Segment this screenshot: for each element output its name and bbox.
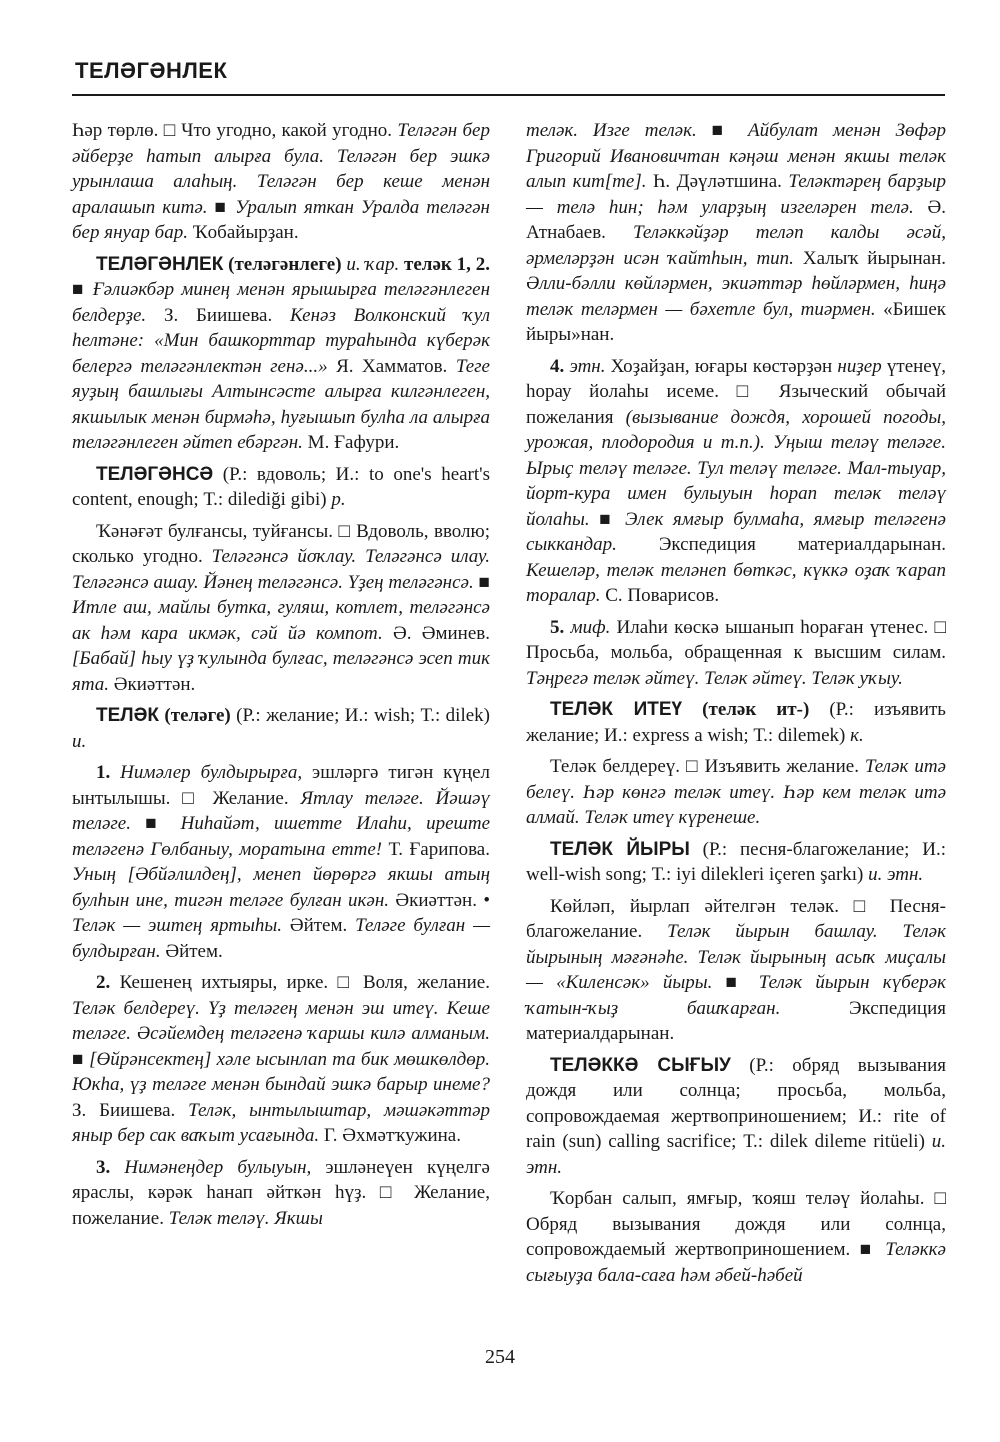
entry-headword-paragraph — [72, 252, 490, 456]
example-text: Ятлау теләге. Йәшәү теләге. — [72, 787, 490, 834]
bold-text: теләк 1, 2. — [399, 253, 490, 275]
definition-text: Әкиәттән. • — [389, 889, 491, 911]
entry-paragraph — [72, 1155, 490, 1232]
definition-text: Ҡорбан салып, ямғыр, ҡояш теләү йолаһы. □ Обряд вызывания дождя или солнца, сопровождаемый жертвоприношением. ■ — [526, 1188, 946, 1260]
example-text: Элек ямғыр булмаһа, ямғыр теләгенә сыккандар. — [526, 508, 946, 555]
headword: ТЕЛӘК ЙЫРЫ — [550, 838, 690, 860]
definition-text: Әйтем. — [282, 915, 356, 936]
entry-paragraph — [526, 118, 946, 348]
definition-text: (Р.: песня-благожелание; И.: well-wish song; Т.: iyi dilekleri içeren şarkı) — [526, 838, 946, 885]
example-text: Теләгән бер әйберҙе һатып алырға була. Теләгән бер эшкә урынлаша алаһың. Теләгән бер кеше менән аралашып китә. — [72, 120, 490, 218]
definition-text: Һәр төрлө. □ Что угодно, какой угодно. — [72, 120, 398, 141]
definition-text: (Р.: вдоволь; И.: to one's heart's content, enough; Т.: dilediği gibi) — [72, 463, 490, 510]
bold-text: (теләге) — [159, 705, 231, 726]
definition-text: С. Поварисов. — [600, 585, 720, 606]
example-text: Теләк теләү. Якшы — [168, 1207, 323, 1229]
example-text: и. — [72, 730, 87, 752]
definition-text: Экспедиция материалдарынан. — [526, 997, 947, 1044]
definition-text: Әйтем. — [160, 940, 223, 962]
example-text: Ниһайәт, ишетте Илаһи, иреште теләгенә Гөлбаныу, моратына етте! — [72, 813, 490, 860]
example-text: Теләк белдереү. Үҙ теләгең менән эш итеү. Кеше теләге. Әсәйемдең теләгенә ҡаршы килә алманым. — [72, 997, 490, 1044]
bold-text: 1. — [96, 762, 111, 783]
example-text: Ғәлиәкбәр минең менән ярышырға теләгәнлеген белдерҙе. — [72, 279, 490, 326]
right-column — [526, 118, 946, 1294]
example-text: Тәңрегә теләк әйтеү. Теләк әйтеү. Теләк уҡыу. — [526, 667, 903, 689]
example-text: Теләккә сығыуҙа бала-саға һәм әбей-һәбей — [526, 1239, 946, 1286]
definition-text: Илаһи көскә ышанып һораған үтенес. □ Просьба, мольба, обращенная к высшим силам. — [526, 616, 947, 663]
example-text: Кенәз Волконский ҡул һелтәне: «Мин башкорттар тураһында күберәк белергә теләгәнлектән генә...» — [72, 304, 491, 377]
definition-text: М. Ғафури. — [302, 432, 400, 453]
example-text: Теге яуҙың башлығы Алтынсәсте алырға килгәнлеген, якшылык менән бирмәһә, һуғышып булһа ла алырға теләгәнлеген әйтеп ебәргән. — [72, 355, 490, 453]
example-text: Теләк йырын күберәк ҡатын-ҡыҙ башҡарған. — [526, 972, 946, 1019]
entry-headword-paragraph — [72, 462, 490, 513]
running-header — [72, 58, 945, 96]
headword: ТЕЛӘГӘНСӘ — [96, 463, 214, 485]
bold-text: 5. — [550, 616, 565, 638]
example-text: Әлли-бәлли көйләрмен, экиәттәр һөйләрмен, һиңә теләк теләрмен — бәхетле бул, тиәрмен. — [526, 273, 946, 320]
definition-text: ■ — [696, 120, 749, 141]
definition-text: ■ — [131, 813, 181, 834]
example-text: Теләк йырын башлау. Теләк йырының мәғәнәһе. Теләк йырының асыҡ миҫалы — «Киленсәк» йыры. — [526, 921, 946, 993]
definition-text: Экспедиция материалдарынан. — [616, 534, 946, 555]
definition-text: Теләк белдереү. □ Изъявить желание. — [550, 756, 865, 777]
definition-text: (Р.: изъявить желание; И.: express a wish; Т.: dilemek) — [526, 699, 946, 746]
definition-text: Я. Хамматов. — [327, 355, 456, 377]
definition-text: З. Биишева. — [146, 304, 291, 326]
definition-text: ■ — [72, 279, 93, 300]
headword: ТЕЛӘККӘ СЫҒЫУ — [550, 1054, 731, 1076]
bold-text: 3. — [96, 1156, 111, 1178]
example-text: Теләк итә белеү. Һәр көнгә теләк итеү. Һәр кем теләк итә алмай. Теләк итеү күренеше. — [526, 756, 946, 828]
definition-text: Көйләп, йырлап әйтелгән теләк. □ Песня-благожелание. — [526, 895, 946, 942]
headword: ТЕЛӘК — [96, 705, 160, 726]
example-text: ниҙер — [837, 355, 882, 377]
example-text: миф. — [564, 616, 611, 638]
example-text: Теләк, ынтылыштар, мәшәкәттәр яныр бер сак ваҡыт усағында. — [72, 1099, 491, 1146]
example-text: Теләге булған — булдырған. — [72, 915, 490, 962]
example-text: Теләккәйҙәр теләп калды әсәй, әрмеләрҙән исән ҡайтһын, тип. — [526, 222, 946, 269]
example-text: Кешеләр, теләк теләнеп бөткәс, күккә оҙаҡ ҡарап торалар. — [526, 559, 946, 606]
entry-paragraph — [526, 1186, 946, 1288]
entry-paragraph — [72, 118, 490, 246]
entry-paragraph — [526, 754, 946, 831]
definition-text: З. Биишева. — [72, 1099, 189, 1121]
definition-text: үтенеү, һорау йолаһы исеме. □ Языческий обычай пожелания — [526, 355, 946, 428]
definition-text: ■ — [473, 571, 490, 593]
example-text: и. этн. — [526, 1131, 946, 1178]
entry-paragraph — [526, 354, 946, 609]
definition-text: Халыҡ йырынан. — [793, 247, 946, 269]
definition-text: (Р.: обряд вызывания дождя или солнца; просьба, мольба, сопровождаемая жертвоприношением; И.: rite of rain (sun) calling sacrifice; Т.: dilek dileme ritüeli) — [526, 1054, 947, 1152]
definition-text: Ҡәнәғәт булғансы, туйғансы. □ Вдоволь, вволю; сколько угодно. — [72, 520, 490, 567]
definition-text: Кешенең ихтыяры, ирке. □ Воля, желание. — [110, 972, 490, 993]
example-text: Нимәнеңдер булыуын, — [110, 1156, 312, 1178]
definition-text: (Р.: желание; И.: wish; Т.: dilek) — [230, 705, 490, 726]
example-text: и. этн. — [868, 864, 924, 885]
definition-text: Ә. Әминев. — [382, 622, 490, 644]
definition-text: Хоҙайҙан, юғары көстәрҙән — [605, 355, 838, 377]
example-text: [Бабай] һыу үҙ ҡулында булғас, теләгәнсә эсеп тик ята. — [72, 648, 490, 695]
example-text: Айбулат менән Зөфәр Григорий Ивановичтан кәңәш менән якшы теләк алып кит[те]. — [526, 120, 946, 192]
definition-text: ■ — [72, 1048, 90, 1070]
example-text: теләк. Изге теләк. — [526, 120, 697, 141]
entry-paragraph — [526, 894, 946, 1047]
entry-paragraph — [72, 519, 490, 698]
bold-text: (теләк ит-) — [682, 699, 810, 720]
definition-text: эшләргә тигән күңел ынтылышы. □ Желание. — [72, 762, 490, 809]
definition-text: эшләнеүен күңелгә яраслы, кәрәк һанап әйткән һүҙ. □ Желание, пожелание. — [72, 1156, 490, 1229]
example-text: Уралып яткан Уралда теләгән бер януар бар. — [72, 196, 490, 243]
example-text: Теләктәрең барҙыр — телә һин; һәм уларҙың изгеләрен телә. — [526, 171, 946, 218]
example-text: этн. — [564, 355, 606, 377]
entry-headword-paragraph — [526, 837, 946, 888]
example-text: к. — [850, 724, 864, 746]
entry-headword-paragraph — [526, 1053, 946, 1181]
bold-text: 4. — [550, 355, 565, 377]
definition-text: «Бишек йыры»нан. — [526, 298, 946, 345]
definition-text: Һ. Дәүләтшина. — [646, 171, 789, 192]
header-rule — [72, 94, 945, 96]
definition-text: ■ — [589, 508, 625, 530]
bold-text: (теләгәнлеге) — [223, 253, 342, 275]
definition-text: Г. Әхмәтҡужина. — [319, 1125, 461, 1146]
entry-headword-paragraph — [526, 697, 946, 748]
example-text: и. ҡар. — [341, 253, 400, 275]
left-column — [72, 118, 490, 1237]
entry-headword-paragraph — [72, 703, 490, 754]
example-text: Итле аш, майлы бутка, гуляш, котлет, теләгәнсә ак һәм кара икмәк, сәй йә компот. — [72, 597, 490, 644]
definition-text: Әкиәттән. — [109, 673, 196, 695]
bold-text: 2. — [96, 972, 111, 993]
definition-text: Ә. Атнабаев. — [526, 196, 946, 243]
example-text: Нимәлер булдырырға, — [110, 762, 303, 783]
example-text: [Өйрәнсектең] хәле ысынлап та бик мөшкөлдөр. Юкһа, үҙ теләге менән бындай эшкә барыр инеме? — [72, 1048, 490, 1095]
headword: ТЕЛӘГӘНЛЕК — [96, 253, 224, 275]
entry-paragraph — [72, 760, 490, 964]
example-text: (вызывание дождя, хорошей погоды, урожая, плодородия и т.п.). Уңыш теләү теләге. Ырыҫ теләү теләге. Тул теләү теләге. Мал-тыуар, йорт-кура имен булыуын һорап теләк теләү йолаһы. — [526, 406, 946, 530]
definition-text: Т. Ғарипова. — [382, 838, 490, 860]
entry-paragraph — [72, 970, 490, 1149]
headword: ТЕЛӘК ИТЕҮ — [550, 699, 683, 720]
entry-paragraph — [526, 615, 946, 692]
running-title: ТЕЛӘГӘНЛЕК — [75, 58, 228, 83]
definition-text: ■ — [712, 972, 759, 993]
page-number: 254 — [485, 1346, 515, 1368]
example-text: Уның [Әбйәлилдең], менеп йөрөргә якшы атың булһын ине, тигән теләге булған икән. — [72, 864, 490, 911]
example-text: р. — [331, 489, 346, 510]
definition-text: Ҡобайырҙан. — [188, 222, 299, 243]
definition-text: ■ — [207, 196, 236, 218]
example-text: Теләк — эштең яртыһы. — [72, 915, 282, 936]
example-text: Теләгәнсә йоҡлау. Теләгәнсә илау. Теләгәнсә ашау. Йәнең теләгәнсә. Үҙең теләгәнсә. — [72, 546, 491, 593]
